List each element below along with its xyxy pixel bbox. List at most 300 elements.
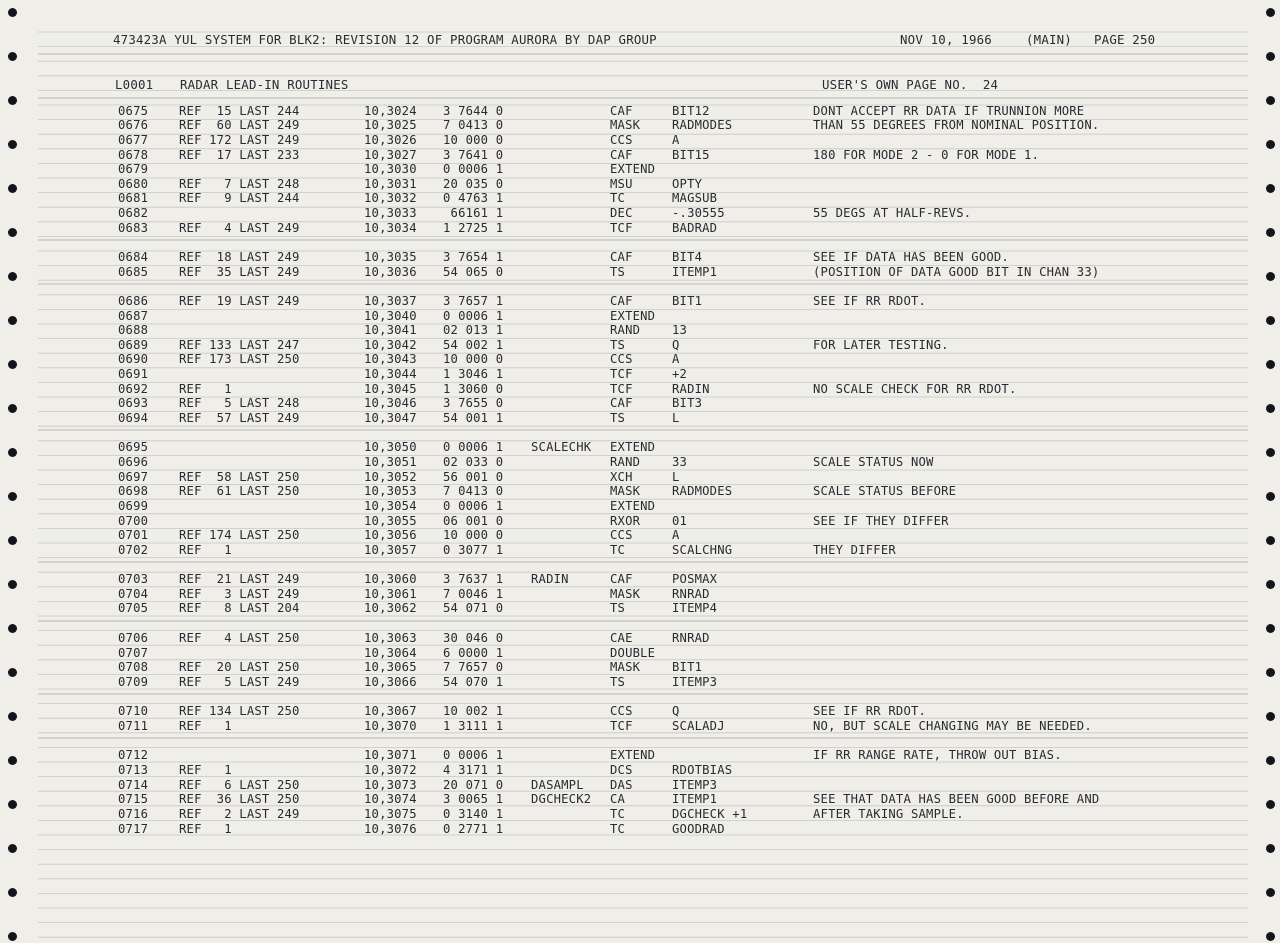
row-oct: 7 0413 0 [443,118,504,132]
row-addr: 10,3050 [364,440,417,454]
row-addr: 10,3046 [364,396,417,410]
row-addr: 10,3043 [364,352,417,366]
row-op: TCF [610,221,633,235]
row-oct: 0 0006 1 [443,440,504,454]
row-addr: 10,3062 [364,601,417,615]
row-op: DAS [610,778,633,792]
row-op: MASK [610,587,641,601]
row-op: TCF [610,719,633,733]
row-arg: RADMODES [672,118,733,132]
row-arg: A [672,528,680,542]
row-addr: 10,3060 [364,572,417,586]
row-oct: 10 002 1 [443,704,504,718]
header-section: (MAIN) [1026,32,1072,47]
row-arg: +2 [672,367,688,381]
row-comment: (POSITION OF DATA GOOD BIT IN CHAN 33) [813,265,1100,279]
row-oct: 3 7654 1 [443,250,504,264]
row-addr: 10,3026 [364,133,417,147]
listing-row [0,601,1280,616]
listing-row [0,133,1280,148]
row-ref: REF 134 LAST 250 [179,704,300,718]
row-addr: 10,3051 [364,455,417,469]
row-oct: 02 033 0 [443,455,504,469]
row-arg: BIT1 [672,294,703,308]
row-ref: REF 61 LAST 250 [179,484,300,498]
row-arg: BIT1 [672,660,703,674]
listing-row [0,148,1280,163]
row-arg: 33 [672,455,688,469]
listing-row [0,470,1280,485]
row-line: 0706 [118,631,149,645]
row-addr: 10,3054 [364,499,417,513]
row-arg: BIT4 [672,250,703,264]
row-oct: 6 0000 1 [443,646,504,660]
row-line: 0698 [118,484,149,498]
listing-row [0,778,1280,793]
row-line: 0683 [118,221,149,235]
row-op: TS [610,265,626,279]
row-comment: NO, BUT SCALE CHANGING MAY BE NEEDED. [813,719,1092,733]
header-date: NOV 10, 1966 [900,32,992,47]
feed-hole [1266,52,1275,61]
row-ref: REF 19 LAST 249 [179,294,300,308]
row-op: CAE [610,631,633,645]
row-oct: 06 001 0 [443,514,504,528]
row-addr: 10,3044 [364,367,417,381]
row-op: TC [610,191,626,205]
listing-row [0,206,1280,221]
row-oct: 7 7657 0 [443,660,504,674]
row-addr: 10,3041 [364,323,417,337]
listing-row [0,484,1280,499]
row-op: EXTEND [610,440,656,454]
row-line: 0677 [118,133,149,147]
row-comment: THEY DIFFER [813,543,896,557]
row-comment: SEE IF THEY DIFFER [813,514,949,528]
feed-hole [8,8,17,17]
row-line: 0699 [118,499,149,513]
row-op: CAF [610,148,633,162]
row-comment: SCALE STATUS BEFORE [813,484,957,498]
row-oct: 10 000 0 [443,352,504,366]
row-op: MASK [610,118,641,132]
row-op: CAF [610,104,633,118]
row-oct: 20 035 0 [443,177,504,191]
row-arg: MAGSUB [672,191,718,205]
row-arg: ITEMP1 [672,265,718,279]
row-label: SCALECHK [531,440,592,454]
listing-row [0,250,1280,265]
listing-row [0,807,1280,822]
row-op: TC [610,807,626,821]
listing-row [0,660,1280,675]
row-ref: REF 17 LAST 233 [179,148,300,162]
feed-hole [8,844,17,853]
listing-row [0,177,1280,192]
row-oct: 0 2771 1 [443,822,504,836]
row-op: TC [610,543,626,557]
row-addr: 10,3033 [364,206,417,220]
row-op: CAF [610,294,633,308]
row-ref: REF 1 [179,543,232,557]
row-oct: 0 0006 1 [443,748,504,762]
row-addr: 10,3057 [364,543,417,557]
row-op: MSU [610,177,633,191]
row-line: 0709 [118,675,149,689]
listing-row [0,792,1280,807]
row-ref: REF 21 LAST 249 [179,572,300,586]
row-arg: OPTY [672,177,703,191]
row-arg: BIT15 [672,148,710,162]
feed-hole [1266,932,1275,941]
row-line: 0713 [118,763,149,777]
row-oct: 7 0413 0 [443,484,504,498]
row-ref: REF 35 LAST 249 [179,265,300,279]
row-line: 0711 [118,719,149,733]
row-op: MASK [610,660,641,674]
row-line: 0694 [118,411,149,425]
row-line: 0690 [118,352,149,366]
row-line: 0703 [118,572,149,586]
row-line: 0676 [118,118,149,132]
row-line: 0700 [118,514,149,528]
row-arg: ITEMP1 [672,792,718,806]
listing-row [0,455,1280,470]
header-title: 473423A YUL SYSTEM FOR BLK2: REVISION 12 OF PROGRAM AURORA BY DAP GROUP [113,32,657,47]
row-addr: 10,3074 [364,792,417,806]
row-ref: REF 4 LAST 250 [179,631,300,645]
listing-row [0,118,1280,133]
row-oct: 3 0065 1 [443,792,504,806]
row-arg: RADIN [672,382,710,396]
row-comment: NO SCALE CHECK FOR RR RDOT. [813,382,1017,396]
row-oct: 10 000 0 [443,133,504,147]
row-arg: RDOTBIAS [672,763,733,777]
row-op: CCS [610,528,633,542]
log-section: L0001 [115,77,154,92]
row-line: 0704 [118,587,149,601]
row-line: 0678 [118,148,149,162]
row-op: RXOR [610,514,641,528]
row-arg: ITEMP3 [672,778,718,792]
row-arg: -.30555 [672,206,725,220]
row-line: 0686 [118,294,149,308]
listing-row [0,748,1280,763]
row-ref: REF 7 LAST 248 [179,177,300,191]
row-ref: REF 8 LAST 204 [179,601,300,615]
row-oct: 02 013 1 [443,323,504,337]
row-addr: 10,3066 [364,675,417,689]
row-op: CAF [610,396,633,410]
row-line: 0693 [118,396,149,410]
listing-row [0,528,1280,543]
row-op: RAND [610,323,641,337]
row-arg: RADMODES [672,484,733,498]
row-ref: REF 133 LAST 247 [179,338,300,352]
row-arg: L [672,470,680,484]
row-op: MASK [610,484,641,498]
row-addr: 10,3035 [364,250,417,264]
feed-hole [8,52,17,61]
row-arg: DGCHECK +1 [672,807,748,821]
row-addr: 10,3072 [364,763,417,777]
row-arg: BADRAD [672,221,718,235]
row-oct: 54 001 1 [443,411,504,425]
row-line: 0680 [118,177,149,191]
row-op: TCF [610,382,633,396]
row-addr: 10,3073 [364,778,417,792]
row-line: 0702 [118,543,149,557]
row-line: 0679 [118,162,149,176]
row-comment: AFTER TAKING SAMPLE. [813,807,964,821]
row-ref: REF 174 LAST 250 [179,528,300,542]
row-ref: REF 5 LAST 249 [179,675,300,689]
row-addr: 10,3036 [364,265,417,279]
row-addr: 10,3042 [364,338,417,352]
row-ref: REF 173 LAST 250 [179,352,300,366]
row-addr: 10,3076 [364,822,417,836]
row-op: DOUBLE [610,646,656,660]
row-comment: SEE IF DATA HAS BEEN GOOD. [813,250,1009,264]
feed-hole [8,888,17,897]
section-title: RADAR LEAD-IN ROUTINES [180,77,349,92]
row-comment: IF RR RANGE RATE, THROW OUT BIAS. [813,748,1062,762]
row-addr: 10,3045 [364,382,417,396]
listing-row [0,265,1280,280]
row-oct: 4 3171 1 [443,763,504,777]
row-line: 0695 [118,440,149,454]
row-oct: 10 000 0 [443,528,504,542]
row-arg: BIT3 [672,396,703,410]
row-addr: 10,3040 [364,309,417,323]
row-line: 0697 [118,470,149,484]
row-line: 0712 [118,748,149,762]
row-addr: 10,3031 [364,177,417,191]
listing-row [0,338,1280,353]
row-ref: REF 6 LAST 250 [179,778,300,792]
row-addr: 10,3064 [364,646,417,660]
row-line: 0710 [118,704,149,718]
row-op: TS [610,675,626,689]
users-page-number: USER'S OWN PAGE NO. 24 [822,77,999,92]
row-comment: DONT ACCEPT RR DATA IF TRUNNION MORE [813,104,1085,118]
row-line: 0715 [118,792,149,806]
row-line: 0716 [118,807,149,821]
row-line: 0717 [118,822,149,836]
row-arg: Q [672,338,680,352]
row-comment: 55 DEGS AT HALF-REVS. [813,206,972,220]
row-oct: 1 3046 1 [443,367,504,381]
row-op: CCS [610,352,633,366]
row-line: 0691 [118,367,149,381]
row-ref: REF 58 LAST 250 [179,470,300,484]
row-oct: 3 7641 0 [443,148,504,162]
listing-row [0,396,1280,411]
row-ref: REF 1 [179,719,232,733]
listing-row [0,323,1280,338]
row-addr: 10,3025 [364,118,417,132]
row-ref: REF 3 LAST 249 [179,587,300,601]
row-oct: 0 0006 1 [443,162,504,176]
row-line: 0688 [118,323,149,337]
row-arg: POSMAX [672,572,718,586]
row-oct: 54 070 1 [443,675,504,689]
row-op: RAND [610,455,641,469]
row-oct: 3 7644 0 [443,104,504,118]
row-arg: 01 [672,514,688,528]
row-op: CCS [610,704,633,718]
row-addr: 10,3030 [364,162,417,176]
listing-row [0,221,1280,236]
row-line: 0675 [118,104,149,118]
listing-row [0,646,1280,661]
listing-row [0,367,1280,382]
row-op: TS [610,601,626,615]
row-op: EXTEND [610,748,656,762]
row-arg: A [672,133,680,147]
feed-hole [1266,8,1275,17]
row-ref: REF 36 LAST 250 [179,792,300,806]
row-ref: REF 1 [179,763,232,777]
row-oct: 54 071 0 [443,601,504,615]
listing-row [0,763,1280,778]
row-addr: 10,3032 [364,191,417,205]
row-arg: RNRAD [672,631,710,645]
listing-row [0,719,1280,734]
row-arg: BIT12 [672,104,710,118]
feed-hole [1266,844,1275,853]
row-line: 0684 [118,250,149,264]
row-arg: SCALADJ [672,719,725,733]
row-line: 0689 [118,338,149,352]
listing-row [0,104,1280,119]
row-oct: 1 3111 1 [443,719,504,733]
row-op: CCS [610,133,633,147]
row-arg: ITEMP3 [672,675,718,689]
row-addr: 10,3047 [364,411,417,425]
row-op: CAF [610,572,633,586]
row-addr: 10,3065 [364,660,417,674]
listing-row [0,675,1280,690]
listing-row [0,704,1280,719]
listing-row [0,191,1280,206]
row-comment: SEE IF RR RDOT. [813,704,927,718]
row-addr: 10,3056 [364,528,417,542]
row-addr: 10,3052 [364,470,417,484]
row-comment: SEE IF RR RDOT. [813,294,927,308]
row-addr: 10,3070 [364,719,417,733]
row-addr: 10,3053 [364,484,417,498]
row-comment: FOR LATER TESTING. [813,338,949,352]
row-ref: REF 15 LAST 244 [179,104,300,118]
row-line: 0705 [118,601,149,615]
row-ref: REF 18 LAST 249 [179,250,300,264]
listing-row [0,352,1280,367]
row-comment: SCALE STATUS NOW [813,455,934,469]
listing-row [0,440,1280,455]
row-addr: 10,3055 [364,514,417,528]
row-line: 0692 [118,382,149,396]
row-line: 0685 [118,265,149,279]
listing-row [0,822,1280,837]
row-oct: 56 001 0 [443,470,504,484]
row-oct: 54 065 0 [443,265,504,279]
row-op: TCF [610,367,633,381]
row-oct: 0 3140 1 [443,807,504,821]
row-line: 0701 [118,528,149,542]
row-ref: REF 60 LAST 249 [179,118,300,132]
row-arg: A [672,352,680,366]
row-addr: 10,3024 [364,104,417,118]
row-addr: 10,3071 [364,748,417,762]
row-op: EXTEND [610,162,656,176]
row-ref: REF 1 [179,822,232,836]
row-line: 0707 [118,646,149,660]
row-arg: RNRAD [672,587,710,601]
row-op: EXTEND [610,499,656,513]
row-ref: REF 2 LAST 249 [179,807,300,821]
row-oct: 54 002 1 [443,338,504,352]
row-op: TS [610,338,626,352]
row-oct: 7 0046 1 [443,587,504,601]
listing-row [0,514,1280,529]
row-comment: THAN 55 DEGREES FROM NOMINAL POSITION. [813,118,1100,132]
listing-row [0,382,1280,397]
row-arg: SCALCHNG [672,543,733,557]
row-oct: 1 3060 0 [443,382,504,396]
row-addr: 10,3037 [364,294,417,308]
row-addr: 10,3034 [364,221,417,235]
row-label: RADIN [531,572,569,586]
row-arg: ITEMP4 [672,601,718,615]
row-ref: REF 57 LAST 249 [179,411,300,425]
row-arg: GOODRAD [672,822,725,836]
row-op: CA [610,792,626,806]
row-ref: REF 1 [179,382,232,396]
row-arg: Q [672,704,680,718]
row-ref: REF 9 LAST 244 [179,191,300,205]
row-op: EXTEND [610,309,656,323]
header-page: PAGE 250 [1094,32,1156,47]
row-ref: REF 5 LAST 248 [179,396,300,410]
row-addr: 10,3067 [364,704,417,718]
listing-row [0,543,1280,558]
row-oct: 1 2725 1 [443,221,504,235]
row-label: DASAMPL [531,778,584,792]
row-oct: 0 3077 1 [443,543,504,557]
row-op: DCS [610,763,633,777]
row-comment: SEE THAT DATA HAS BEEN GOOD BEFORE AND [813,792,1100,806]
row-oct: 20 071 0 [443,778,504,792]
row-line: 0696 [118,455,149,469]
row-arg: 13 [672,323,688,337]
row-oct: 30 046 0 [443,631,504,645]
row-op: DEC [610,206,633,220]
listing-row [0,411,1280,426]
row-addr: 10,3027 [364,148,417,162]
row-op: CAF [610,250,633,264]
feed-hole [1266,888,1275,897]
row-op: XCH [610,470,633,484]
row-line: 0714 [118,778,149,792]
row-oct: 0 4763 1 [443,191,504,205]
row-label: DGCHECK2 [531,792,592,806]
listing-row [0,572,1280,587]
row-line: 0687 [118,309,149,323]
row-oct: 0 0006 1 [443,309,504,323]
row-op: TS [610,411,626,425]
row-oct: 3 7655 0 [443,396,504,410]
